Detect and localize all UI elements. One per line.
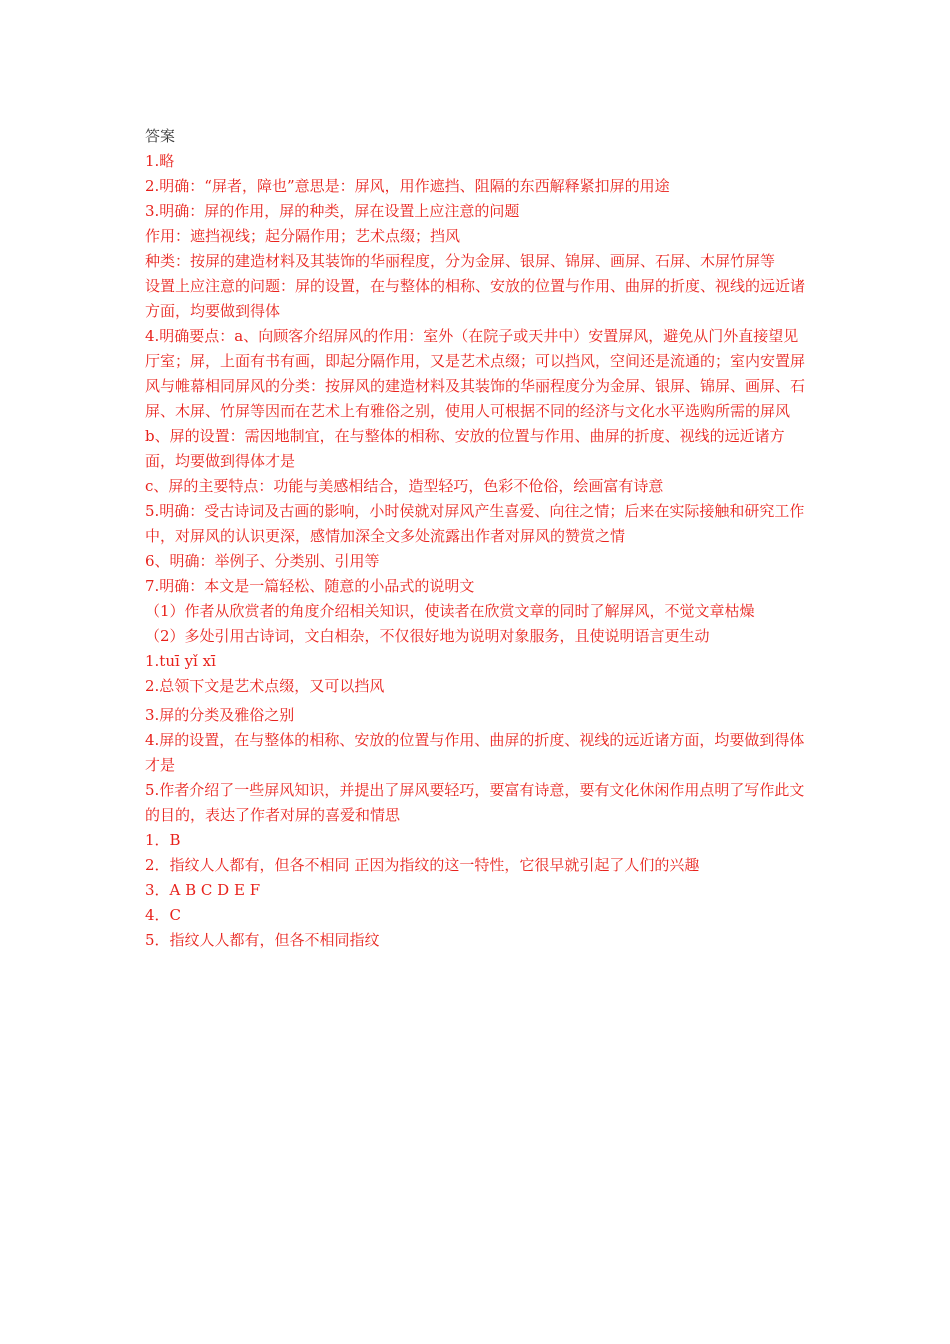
answer-line-1: 1.略	[145, 152, 175, 170]
answer-line-22: 3．A B C D E F	[145, 881, 261, 899]
answer-line-20: 1．B	[145, 831, 181, 849]
answer-line-14: （2）多处引用古诗词，文白相杂，不仅很好地为说明对象服务，且使说明语言更生动	[145, 627, 710, 645]
answer-line-8: b、屏的设置：需因地制宜，在与整体的相称、安放的位置与作用、曲屏的折度、视线的远近诸方面，均要做到得体才是	[145, 427, 785, 470]
answer-line-9: c、屏的主要特点：功能与美感相结合，造型轻巧，色彩不伧俗，绘画富有诗意	[145, 477, 664, 495]
answer-section	[145, 124, 811, 953]
answer-line-11: 6、明确：举例子、分类别、引用等	[145, 552, 380, 570]
answer-line-17: 3.屏的分类及雅俗之别	[145, 706, 295, 724]
answer-line-16: 2.总领下文是艺术点缀，又可以挡风	[145, 677, 385, 695]
answer-line-7: 4.明确要点：a、向顾客介绍屏风的作用：室外（在院子或天井中）安置屏风，避免从门外直接望见厅室；屏，上面有书有画，即起分隔作用，又是艺术点缀；可以挡风，空间还是流通的；室内安置屏风与帷幕相同屏风的分类：按屏风的建造材料及其装饰的华丽程度分为金屏、银屏、锦屏、画屏、石屏、木屏、竹屏等因而在艺术上有雅俗之别，使用人可根据不同的经济与文化水平选购所需的屏风	[145, 327, 806, 420]
answer-line-18: 4.屏的设置，在与整体的相称、安放的位置与作用、曲屏的折度、视线的远近诸方面，均要做到得体才是	[145, 731, 805, 774]
answer-line-3: 3.明确：屏的作用，屏的种类，屏在设置上应注意的问题	[145, 202, 520, 220]
answer-heading: 答案	[145, 127, 176, 145]
answer-line-4: 作用：遮挡视线；起分隔作用；艺术点缀；挡风	[145, 227, 461, 245]
answer-line-6: 设置上应注意的问题：屏的设置，在与整体的相称、安放的位置与作用、曲屏的折度、视线的远近诸方面，均要做到得体	[145, 277, 806, 320]
answer-line-2: 2.明确：“屏者，障也”意思是：屏风，用作遮挡、阻隔的东西解释紧扣屏的用途	[145, 177, 670, 195]
answer-line-21: 2．指纹人人都有，但各不相同 正因为指纹的这一特性，它很早就引起了人们的兴趣	[145, 856, 700, 874]
answer-line-19: 5.作者介绍了一些屏风知识，并提出了屏风要轻巧，要富有诗意，要有文化休闲作用点明了写作此文的目的，表达了作者对屏的喜爱和情思	[145, 781, 805, 824]
answer-line-15: 1.tuī yǐ xī	[145, 652, 216, 670]
answer-line-13: （1）作者从欣赏者的角度介绍相关知识，使读者在欣赏文章的同时了解屏风，不觉文章枯燥	[145, 602, 755, 620]
answer-line-23: 4．C	[145, 906, 182, 924]
answer-line-12: 7.明确：本文是一篇轻松、随意的小品式的说明文	[145, 577, 475, 595]
answer-line-24: 5．指纹人人都有，但各不相同指纹	[145, 931, 380, 949]
answer-line-5: 种类：按屏的建造材料及其装饰的华丽程度，分为金屏、银屏、锦屏、画屏、石屏、木屏竹屏等	[145, 252, 776, 270]
answer-line-10: 5.明确：受古诗词及古画的影响，小时侯就对屏风产生喜爱、向往之情；后来在实际接触和研究工作中，对屏风的认识更深，感情加深全文多处流露出作者对屏风的赞赏之情	[145, 502, 805, 545]
